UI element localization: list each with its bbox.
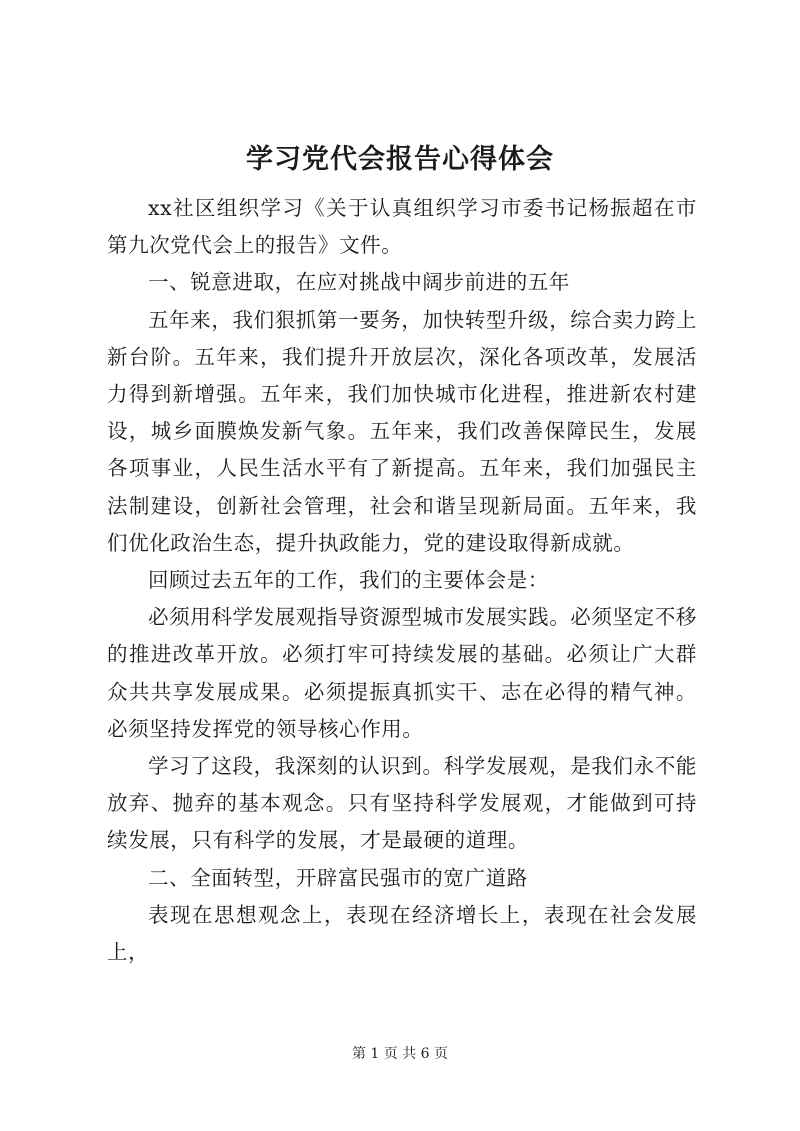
- document-body: [107, 190, 697, 971]
- paragraph-review: 回顾过去五年的工作，我们的主要体会是：: [148, 568, 549, 593]
- section-heading-2: 二、全面转型，开辟富民强市的宽广道路: [148, 865, 528, 890]
- section-heading-1: 一、锐意进取，在应对挑战中阔步前进的五年: [148, 270, 570, 295]
- document-title: 学习党代会报告心得体会: [246, 144, 554, 175]
- page-footer: 第 1 页 共 6 页: [351, 1046, 449, 1062]
- paragraph-five-years: 五年来，我们狠抓第一要务，加快转型升级，综合卖力跨上新台阶。五年来，我们提升开放层次，深化各项改革，发展活力得到新增强。五年来，我们加快城市化进程，推进新农村建设，城乡面膜焕发新气象。五年来，我们改善保障民生，发展各项事业，人民生活水平有了新提高。五年来，我们加强民主法制建设，创新社会管理，社会和谐呈现新局面。五年来，我们优化政治生态，提升执政能力，党的建设取得新成就。: [107, 307, 697, 555]
- paragraph-musts: 必须用科学发展观指导资源型城市发展实践。必须坚定不移的推进改革开放。必须打牢可持续发展的基础。必须让广大群众共共享发展成果。必须提振真抓实干、志在必得的精气神。必须坚持发挥党的领导核心作用。: [107, 605, 697, 741]
- paragraph-intro: xx社区组织学习《关于认真组织学习市委书记杨振超在市第九次党代会上的报告》文件。: [107, 196, 697, 258]
- paragraph-manifest: 表现在思想观念上，表现在经济增长上，表现在社会发展上，: [107, 902, 697, 965]
- paragraph-reflection: 学习了这段，我深刻的认识到。科学发展观，是我们永不能放弃、抛弃的基本观念。只有坚持科学发展观，才能做到可持续发展，只有科学的发展，才是最硬的道理。: [107, 754, 697, 853]
